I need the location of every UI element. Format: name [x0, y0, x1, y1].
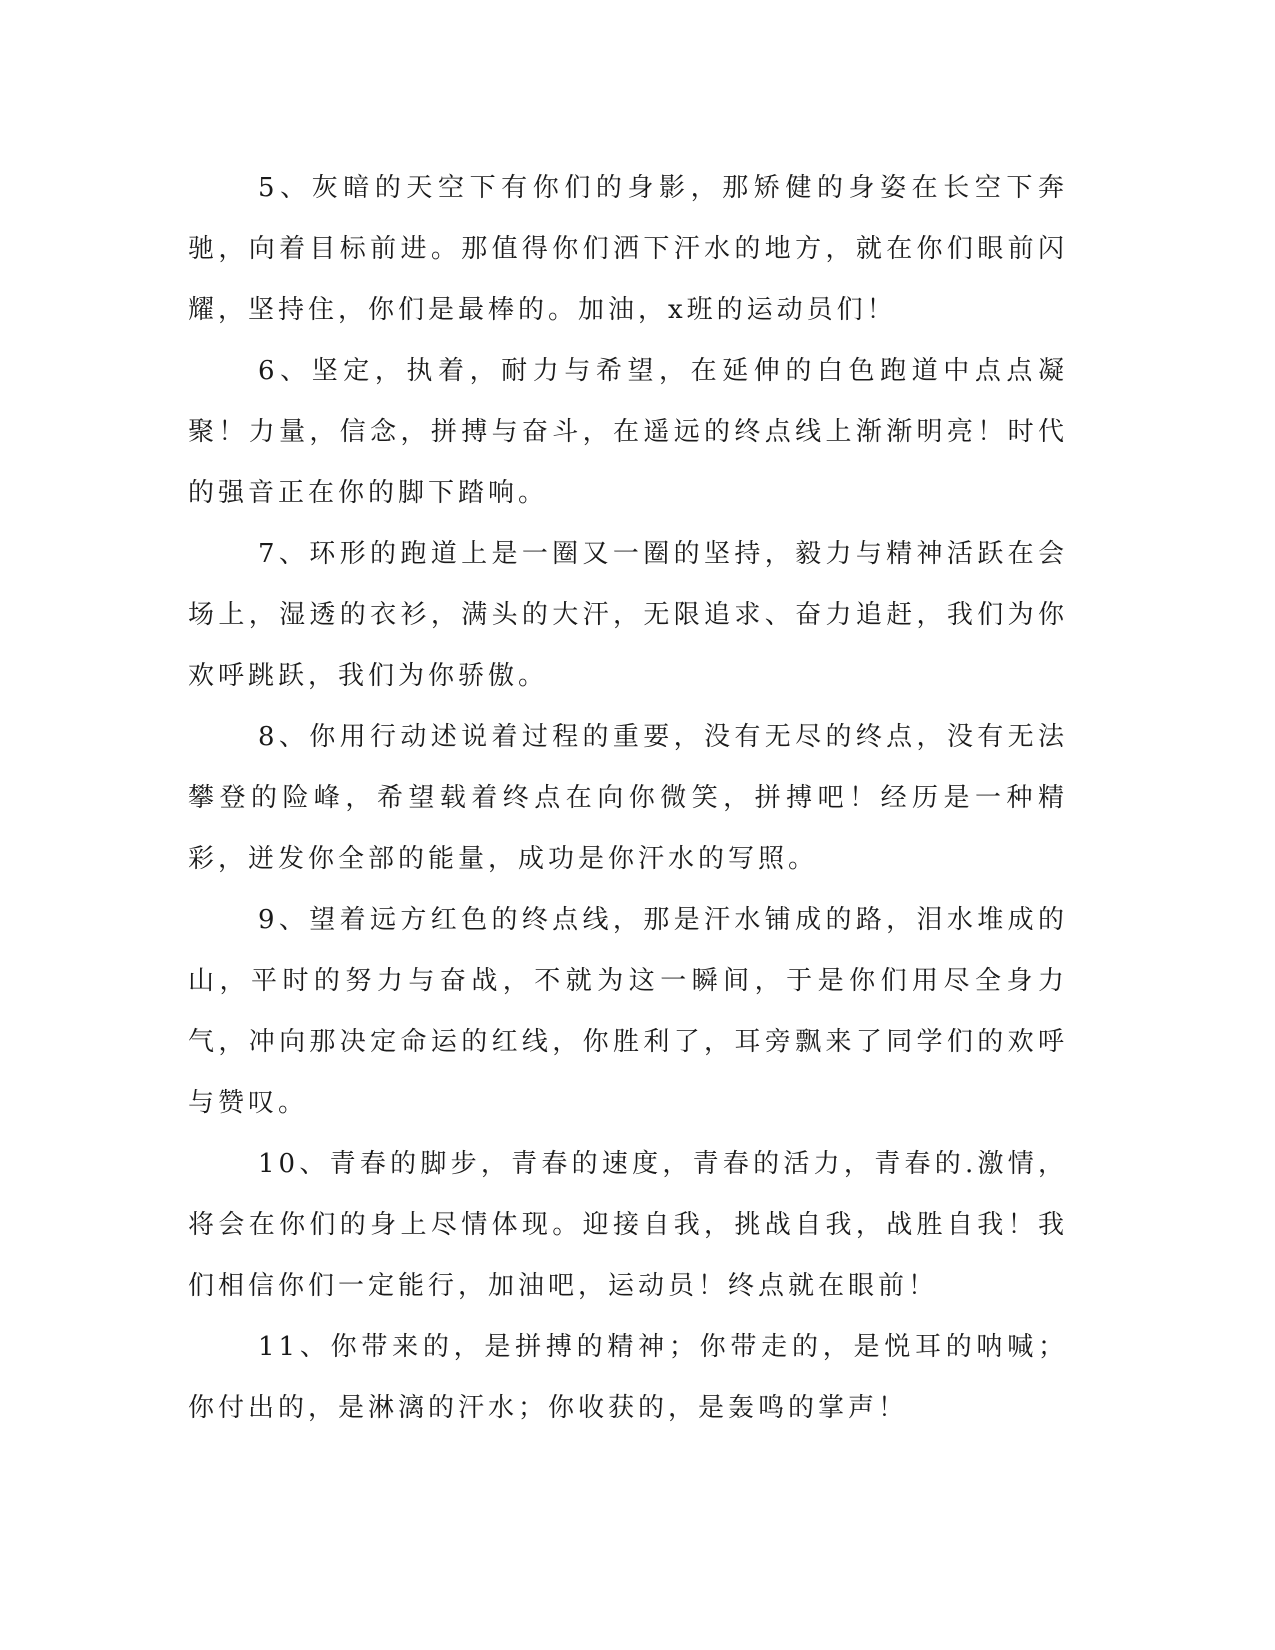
document-body [188, 158, 1068, 1439]
paragraph-10: 10、青春的脚步，青春的速度，青春的活力，青春的.激情，将会在你们的身上尽情体现。迎接自我，挑战自我，战胜自我！我们相信你们一定能行，加油吧，运动员！终点就在眼前！ [188, 1149, 1068, 1301]
paragraph-7: 7、环形的跑道上是一圈又一圈的坚持，毅力与精神活跃在会场上，湿透的衣衫，满头的大汗，无限追求、奋力追赶，我们为你欢呼跳跃，我们为你骄傲。 [188, 539, 1068, 691]
paragraph-8: 8、你用行动述说着过程的重要，没有无尽的终点，没有无法攀登的险峰，希望载着终点在向你微笑，拼搏吧！经历是一种精彩，迸发你全部的能量，成功是你汗水的写照。 [188, 722, 1068, 874]
paragraph-5: 5、灰暗的天空下有你们的身影，那矫健的身姿在长空下奔驰，向着目标前进。那值得你们洒下汗水的地方，就在你们眼前闪耀，坚持住，你们是最棒的。加油，x班的运动员们！ [188, 173, 1068, 325]
paragraph-11: 11、你带来的，是拼搏的精神；你带走的，是悦耳的呐喊；你付出的，是淋漓的汗水；你收获的，是轰鸣的掌声！ [188, 1332, 1068, 1423]
paragraph-9: 9、望着远方红色的终点线，那是汗水铺成的路，泪水堆成的山，平时的努力与奋战，不就为这一瞬间，于是你们用尽全身力气，冲向那决定命运的红线，你胜利了，耳旁飘来了同学们的欢呼与赞叹。 [188, 905, 1068, 1118]
paragraph-6: 6、坚定，执着，耐力与希望，在延伸的白色跑道中点点凝聚！力量，信念，拼搏与奋斗，在遥远的终点线上渐渐明亮！时代的强音正在你的脚下踏响。 [188, 356, 1068, 508]
